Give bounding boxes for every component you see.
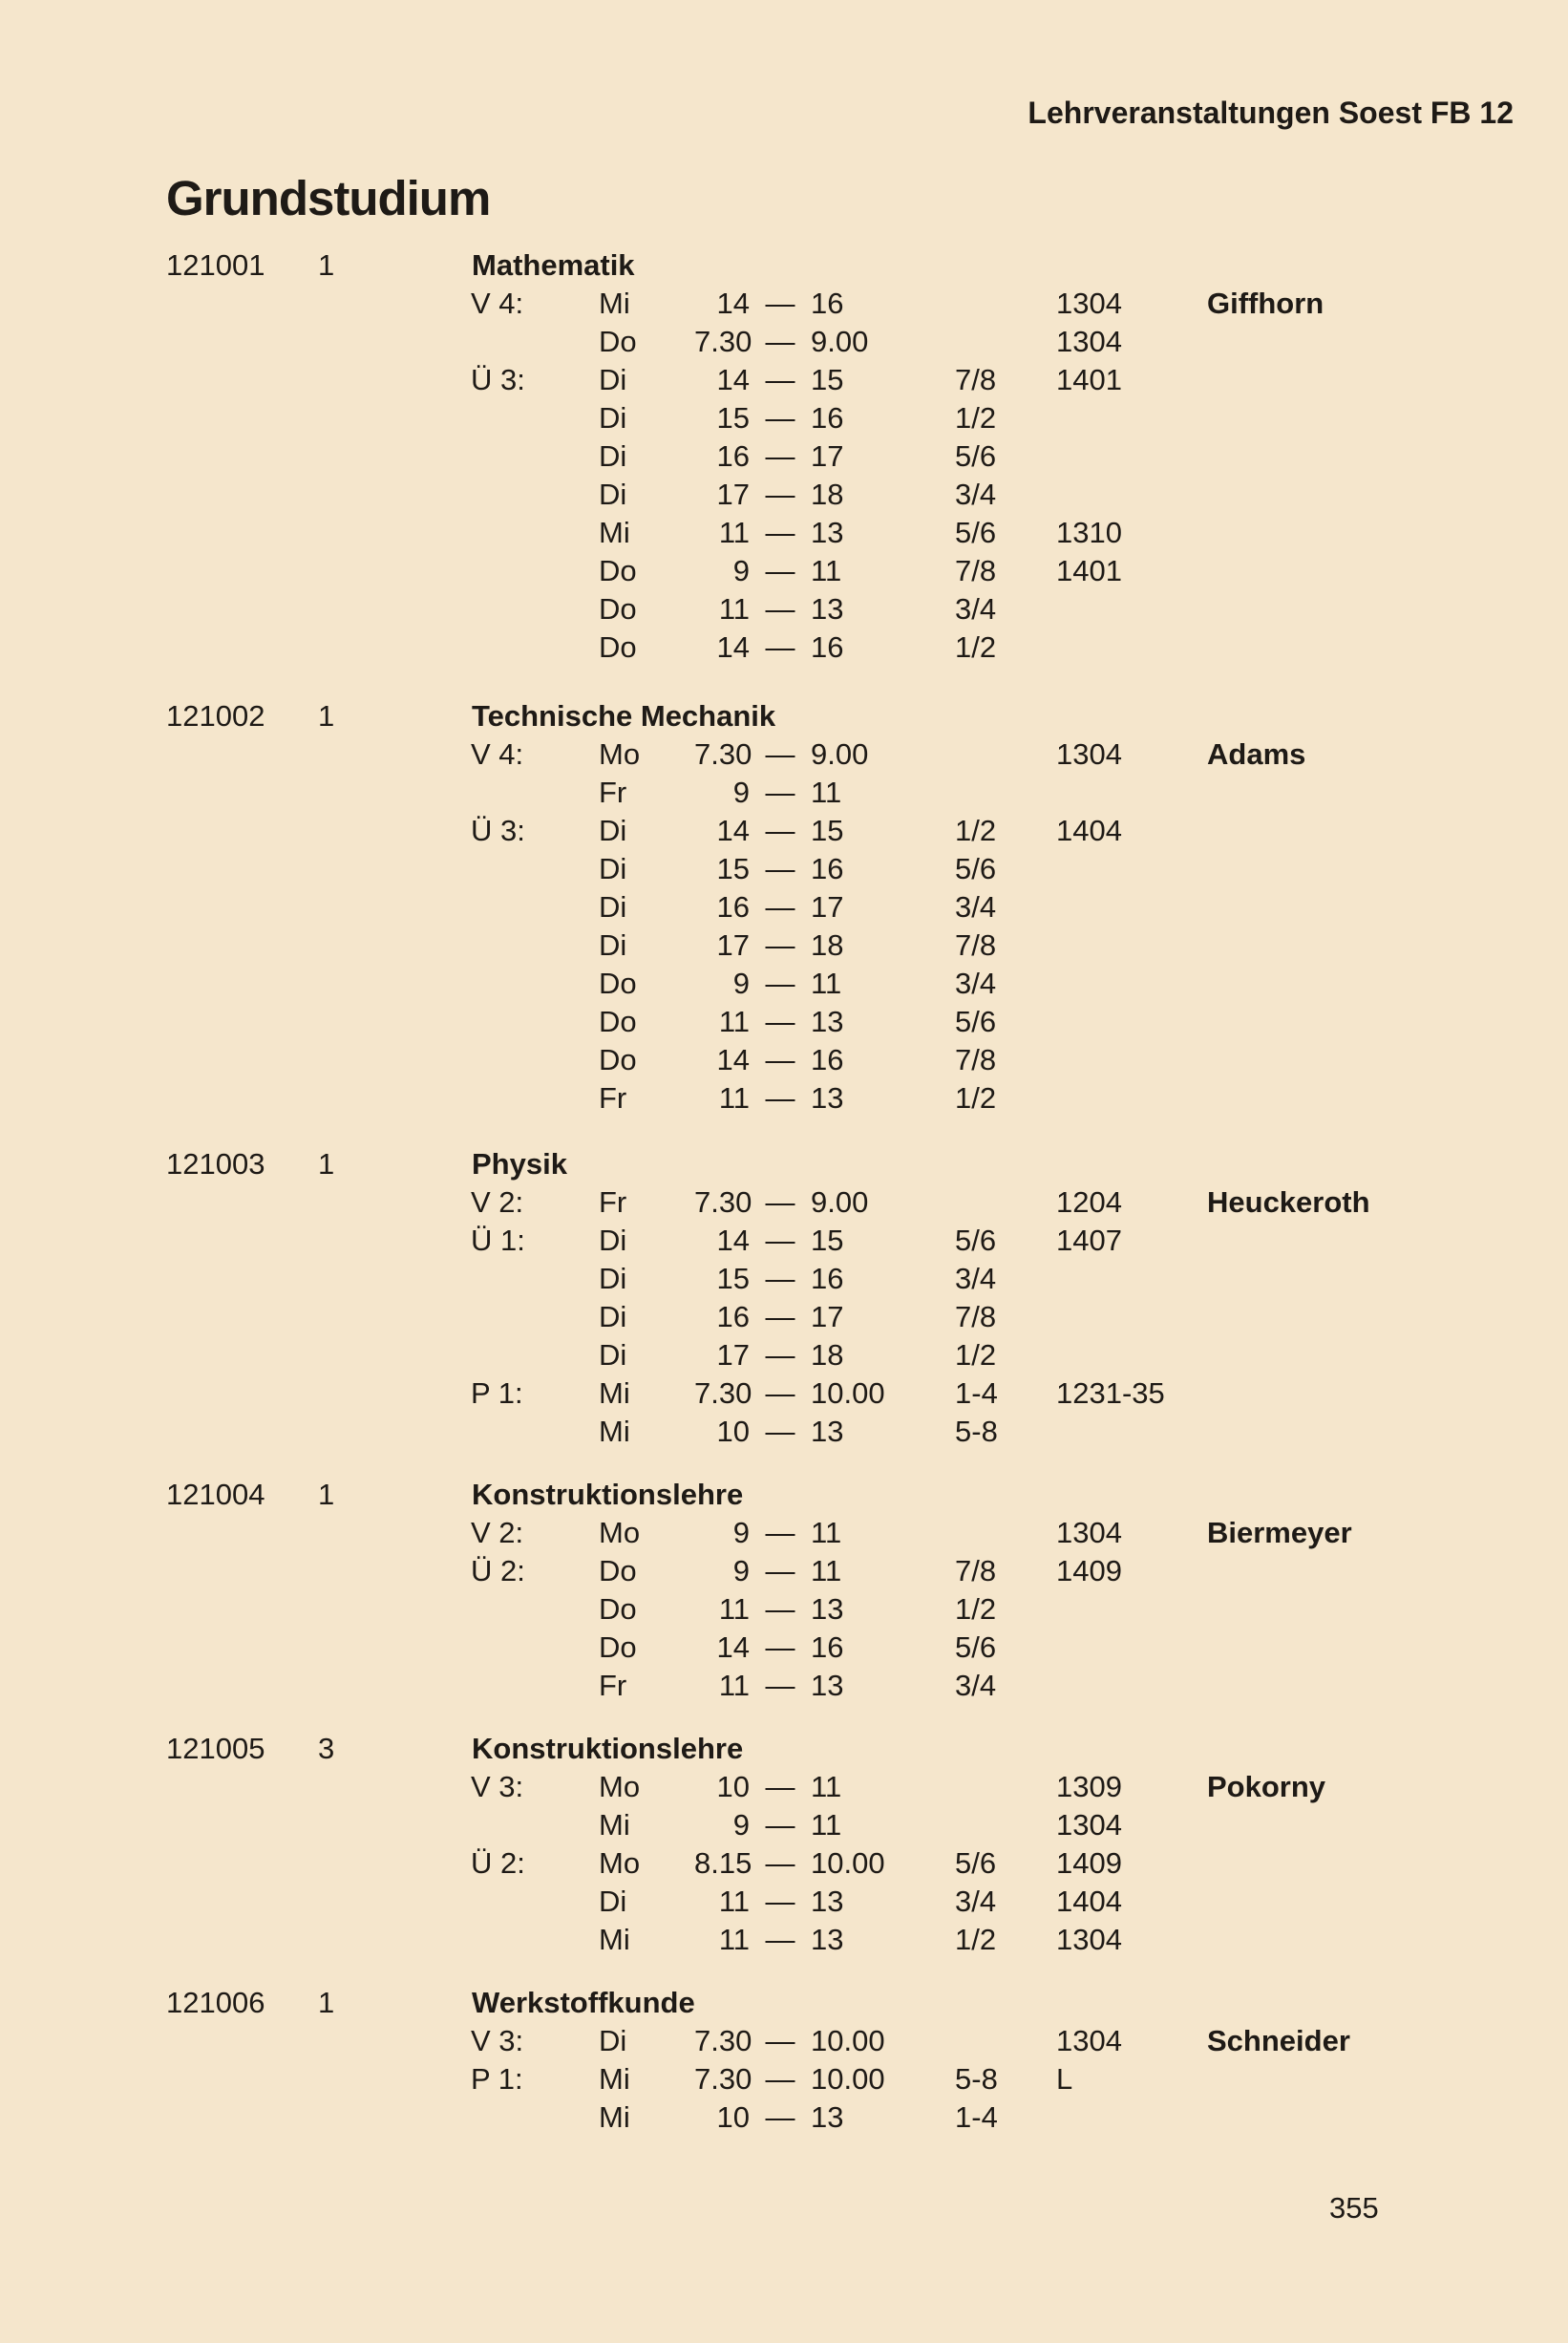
- session-room: L: [1056, 2062, 1073, 2096]
- time-from: 11: [718, 1885, 750, 1918]
- session-time: [694, 1806, 1038, 1844]
- time-from: 10: [716, 1770, 750, 1803]
- time-to: 18: [811, 478, 844, 511]
- time-from: 10: [716, 1415, 750, 1448]
- time-dash: —: [765, 776, 795, 809]
- time-to: 9.00: [811, 325, 869, 358]
- course-number: 121005: [166, 1732, 265, 1765]
- session-day: Di: [599, 928, 627, 962]
- time-from: 9: [732, 1554, 750, 1587]
- time-from: 10: [716, 2100, 750, 2134]
- session-group: 7/8: [955, 554, 997, 587]
- session-group: 5/6: [955, 1224, 997, 1257]
- time-dash: —: [765, 1592, 795, 1626]
- session-day: Do: [599, 1554, 637, 1587]
- page-number: 355: [1329, 2191, 1379, 2225]
- session-room: 1204: [1056, 1185, 1122, 1219]
- session-group: 3/4: [955, 478, 997, 511]
- session-time: [694, 1183, 1038, 1222]
- time-to: 11: [811, 1516, 842, 1549]
- session-day: Mi: [599, 2100, 630, 2134]
- time-dash: —: [765, 1043, 795, 1076]
- time-dash: —: [765, 554, 795, 587]
- session-day: Mi: [599, 1415, 630, 1448]
- session-group: 1/2: [955, 1923, 997, 1956]
- course-semester: 1: [318, 699, 335, 733]
- time-dash: —: [765, 2100, 795, 2134]
- session-room: 1407: [1056, 1224, 1122, 1257]
- time-to: 13: [811, 1005, 844, 1038]
- session-group: 3/4: [955, 1669, 997, 1702]
- time-to: 18: [811, 1338, 844, 1372]
- session-time: [694, 1514, 1038, 1552]
- session-group: 5/6: [955, 1005, 997, 1038]
- time-dash: —: [765, 2024, 795, 2057]
- time-dash: —: [765, 967, 795, 1000]
- session-day: Mi: [599, 2062, 630, 2096]
- time-to: 18: [811, 928, 844, 962]
- time-from: 7.30: [694, 1376, 752, 1410]
- session-type: P 1:: [471, 2062, 523, 2096]
- time-from: 7.30: [694, 1185, 752, 1219]
- time-dash: —: [765, 1554, 795, 1587]
- session-day: Fr: [599, 1081, 627, 1115]
- session-group: 1/2: [955, 814, 997, 847]
- time-dash: —: [765, 1415, 795, 1448]
- session-day: Di: [599, 1885, 627, 1918]
- time-dash: —: [765, 1669, 795, 1702]
- time-dash: —: [765, 1846, 795, 1880]
- course-number: 121002: [166, 699, 265, 733]
- session-day: Do: [599, 1592, 637, 1626]
- time-dash: —: [765, 1885, 795, 1918]
- session-room: 1310: [1056, 516, 1122, 549]
- time-to: 17: [811, 439, 844, 473]
- time-to: 13: [811, 1669, 844, 1702]
- time-from: 16: [716, 1300, 750, 1333]
- session-group: 7/8: [955, 1300, 997, 1333]
- session-room: 1401: [1056, 363, 1122, 396]
- session-day: Di: [599, 1262, 627, 1295]
- session-group: 5/6: [955, 439, 997, 473]
- time-dash: —: [765, 1300, 795, 1333]
- session-room: 1304: [1056, 737, 1122, 771]
- time-from: 14: [716, 287, 750, 320]
- time-dash: —: [765, 478, 795, 511]
- session-group: 7/8: [955, 1554, 997, 1587]
- time-to: 16: [811, 1630, 844, 1664]
- session-room: 1401: [1056, 554, 1122, 587]
- session-room: 1304: [1056, 2024, 1122, 2057]
- session-day: Di: [599, 1338, 627, 1372]
- session-type: Ü 2:: [471, 1554, 525, 1587]
- time-to: 16: [811, 630, 844, 664]
- session-time: [694, 285, 1038, 323]
- time-to: 15: [811, 1224, 844, 1257]
- time-dash: —: [765, 630, 795, 664]
- time-from: 11: [718, 516, 750, 549]
- session-room: 1304: [1056, 287, 1122, 320]
- time-from: 14: [716, 814, 750, 847]
- session-time: [694, 774, 1038, 812]
- session-group: 7/8: [955, 1043, 997, 1076]
- time-dash: —: [765, 1630, 795, 1664]
- time-dash: —: [765, 1081, 795, 1115]
- session-room: 1304: [1056, 1516, 1122, 1549]
- session-room: 1309: [1056, 1770, 1122, 1803]
- session-group: 7/8: [955, 928, 997, 962]
- time-to: 13: [811, 516, 844, 549]
- session-day: Do: [599, 592, 637, 626]
- time-dash: —: [765, 1224, 795, 1257]
- session-group: 7/8: [955, 363, 997, 396]
- time-dash: —: [765, 287, 795, 320]
- session-room: 1304: [1056, 325, 1122, 358]
- time-from: 7.30: [694, 325, 752, 358]
- time-to: 11: [811, 967, 842, 1000]
- session-day: Do: [599, 1005, 637, 1038]
- session-day: Mi: [599, 1923, 630, 1956]
- time-to: 16: [811, 401, 844, 435]
- session-day: Di: [599, 478, 627, 511]
- session-day: Di: [599, 401, 627, 435]
- time-dash: —: [765, 1185, 795, 1219]
- session-group: 3/4: [955, 967, 997, 1000]
- time-to: 13: [811, 592, 844, 626]
- session-room: 1304: [1056, 1923, 1122, 1956]
- course-name: Mathematik: [472, 248, 635, 282]
- time-dash: —: [765, 1005, 795, 1038]
- session-day: Mo: [599, 1516, 641, 1549]
- time-to: 13: [811, 1415, 844, 1448]
- time-to: 9.00: [811, 737, 869, 771]
- time-to: 10.00: [811, 1376, 885, 1410]
- time-dash: —: [765, 1923, 795, 1956]
- time-from: 14: [716, 1630, 750, 1664]
- session-day: Di: [599, 814, 627, 847]
- time-to: 13: [811, 2100, 844, 2134]
- session-room: 1409: [1056, 1554, 1122, 1587]
- time-dash: —: [765, 439, 795, 473]
- session-group: 3/4: [955, 1262, 997, 1295]
- session-group: 3/4: [955, 592, 997, 626]
- time-from: 17: [716, 1338, 750, 1372]
- time-to: 13: [811, 1885, 844, 1918]
- course-lecturer: Heuckeroth: [1207, 1185, 1370, 1219]
- session-group: 5-8: [955, 1415, 998, 1448]
- session-day: Mo: [599, 1770, 641, 1803]
- time-to: 11: [811, 776, 842, 809]
- session-room: 1409: [1056, 1846, 1122, 1880]
- session-group: 5/6: [955, 1630, 997, 1664]
- time-to: 13: [811, 1923, 844, 1956]
- time-from: 7.30: [694, 2024, 752, 2057]
- session-day: Di: [599, 1300, 627, 1333]
- time-dash: —: [765, 737, 795, 771]
- time-dash: —: [765, 814, 795, 847]
- session-time: [694, 2022, 1038, 2060]
- session-day: Mo: [599, 1846, 641, 1880]
- time-to: 11: [811, 1770, 842, 1803]
- course-semester: 1: [318, 1147, 335, 1181]
- session-type: V 4:: [471, 737, 524, 771]
- course-number: 121003: [166, 1147, 265, 1181]
- session-group: 3/4: [955, 1885, 997, 1918]
- session-day: Di: [599, 439, 627, 473]
- course-name: Physik: [472, 1147, 567, 1181]
- session-day: Di: [599, 852, 627, 885]
- time-from: 11: [718, 1081, 750, 1115]
- course-name: Technische Mechanik: [472, 699, 776, 733]
- time-from: 9: [732, 967, 750, 1000]
- time-from: 16: [716, 890, 750, 924]
- time-from: 14: [716, 363, 750, 396]
- session-type: P 1:: [471, 1376, 523, 1410]
- time-from: 15: [716, 401, 750, 435]
- session-type: V 3:: [471, 2024, 524, 2057]
- time-to: 15: [811, 814, 844, 847]
- session-day: Do: [599, 630, 637, 664]
- session-day: Di: [599, 1224, 627, 1257]
- course-number: 121001: [166, 248, 265, 282]
- session-day: Di: [599, 363, 627, 396]
- session-type: V 2:: [471, 1185, 524, 1219]
- session-group: 1/2: [955, 1338, 997, 1372]
- session-room: 1231-35: [1056, 1376, 1165, 1410]
- time-dash: —: [765, 890, 795, 924]
- time-from: 7.30: [694, 737, 752, 771]
- time-from: 11: [718, 1005, 750, 1038]
- time-to: 11: [811, 1554, 842, 1587]
- time-dash: —: [765, 1262, 795, 1295]
- course-name: Konstruktionslehre: [472, 1478, 744, 1511]
- course-lecturer: Pokorny: [1207, 1770, 1326, 1803]
- course-lecturer: Biermeyer: [1207, 1516, 1352, 1549]
- time-from: 9: [732, 776, 750, 809]
- session-group: 5-8: [955, 2062, 998, 2096]
- session-day: Mi: [599, 1376, 630, 1410]
- session-room: 1404: [1056, 1885, 1122, 1918]
- session-group: 1-4: [955, 2100, 998, 2134]
- session-day: Di: [599, 890, 627, 924]
- time-dash: —: [765, 1376, 795, 1410]
- time-from: 11: [718, 1669, 750, 1702]
- session-group: 1/2: [955, 630, 997, 664]
- session-day: Do: [599, 1043, 637, 1076]
- session-type: V 3:: [471, 1770, 524, 1803]
- time-from: 17: [716, 928, 750, 962]
- time-from: 14: [716, 630, 750, 664]
- session-day: Mi: [599, 516, 630, 549]
- session-day: Do: [599, 967, 637, 1000]
- course-semester: 1: [318, 1986, 335, 2019]
- time-from: 15: [716, 1262, 750, 1295]
- time-from: 11: [718, 592, 750, 626]
- time-from: 15: [716, 852, 750, 885]
- session-type: Ü 3:: [471, 363, 525, 396]
- time-to: 16: [811, 287, 844, 320]
- time-from: 11: [718, 1592, 750, 1626]
- time-dash: —: [765, 401, 795, 435]
- section-title: Grundstudium: [166, 171, 491, 225]
- session-group: 5/6: [955, 516, 997, 549]
- session-time: [694, 1768, 1038, 1806]
- course-lecturer: Schneider: [1207, 2024, 1350, 2057]
- session-day: Fr: [599, 776, 627, 809]
- time-dash: —: [765, 1808, 795, 1842]
- session-group: 1/2: [955, 401, 997, 435]
- time-dash: —: [765, 1770, 795, 1803]
- time-dash: —: [765, 852, 795, 885]
- course-number: 121004: [166, 1478, 265, 1511]
- time-from: 17: [716, 478, 750, 511]
- session-day: Fr: [599, 1185, 627, 1219]
- course-semester: 3: [318, 1732, 335, 1765]
- session-group: 1-4: [955, 1376, 998, 1410]
- session-group: 5/6: [955, 852, 997, 885]
- time-dash: —: [765, 363, 795, 396]
- time-to: 13: [811, 1081, 844, 1115]
- time-from: 14: [716, 1043, 750, 1076]
- session-time: [694, 323, 1038, 361]
- session-type: V 2:: [471, 1516, 524, 1549]
- time-from: 9: [732, 1808, 750, 1842]
- time-from: 9: [732, 1516, 750, 1549]
- time-to: 9.00: [811, 1185, 869, 1219]
- session-time: [694, 735, 1038, 774]
- session-day: Do: [599, 1630, 637, 1664]
- time-to: 17: [811, 890, 844, 924]
- time-to: 11: [811, 554, 842, 587]
- session-day: Do: [599, 325, 637, 358]
- time-from: 16: [716, 439, 750, 473]
- time-dash: —: [765, 1516, 795, 1549]
- time-to: 16: [811, 1043, 844, 1076]
- time-dash: —: [765, 928, 795, 962]
- session-room: 1304: [1056, 1808, 1122, 1842]
- session-group: 1/2: [955, 1592, 997, 1626]
- time-to: 17: [811, 1300, 844, 1333]
- course-name: Werkstoffkunde: [472, 1986, 695, 2019]
- course-lecturer: Adams: [1207, 737, 1306, 771]
- time-dash: —: [765, 2062, 795, 2096]
- course-semester: 1: [318, 248, 335, 282]
- session-room: 1404: [1056, 814, 1122, 847]
- time-from: 8.15: [694, 1846, 752, 1880]
- session-type: V 4:: [471, 287, 524, 320]
- session-group: 5/6: [955, 1846, 997, 1880]
- time-to: 10.00: [811, 2062, 885, 2096]
- session-type: Ü 1:: [471, 1224, 525, 1257]
- course-semester: 1: [318, 1478, 335, 1511]
- session-day: Mo: [599, 737, 641, 771]
- time-dash: —: [765, 325, 795, 358]
- course-name: Konstruktionslehre: [472, 1732, 744, 1765]
- time-to: 11: [811, 1808, 842, 1842]
- time-from: 7.30: [694, 2062, 752, 2096]
- time-from: 11: [718, 1923, 750, 1956]
- time-to: 16: [811, 1262, 844, 1295]
- time-dash: —: [765, 1338, 795, 1372]
- time-to: 10.00: [811, 2024, 885, 2057]
- session-group: 3/4: [955, 890, 997, 924]
- running-header: Lehrveranstaltungen Soest FB 12: [1028, 96, 1514, 130]
- time-from: 9: [732, 554, 750, 587]
- session-day: Do: [599, 554, 637, 587]
- time-from: 14: [716, 1224, 750, 1257]
- time-dash: —: [765, 516, 795, 549]
- session-type: Ü 3:: [471, 814, 525, 847]
- course-number: 121006: [166, 1986, 265, 2019]
- session-group: 1/2: [955, 1081, 997, 1115]
- course-lecturer: Giffhorn: [1207, 287, 1324, 320]
- time-to: 10.00: [811, 1846, 885, 1880]
- time-to: 13: [811, 1592, 844, 1626]
- session-day: Fr: [599, 1669, 627, 1702]
- session-day: Mi: [599, 287, 630, 320]
- session-day: Mi: [599, 1808, 630, 1842]
- time-to: 15: [811, 363, 844, 396]
- time-to: 16: [811, 852, 844, 885]
- session-day: Di: [599, 2024, 627, 2057]
- time-dash: —: [765, 592, 795, 626]
- session-type: Ü 2:: [471, 1846, 525, 1880]
